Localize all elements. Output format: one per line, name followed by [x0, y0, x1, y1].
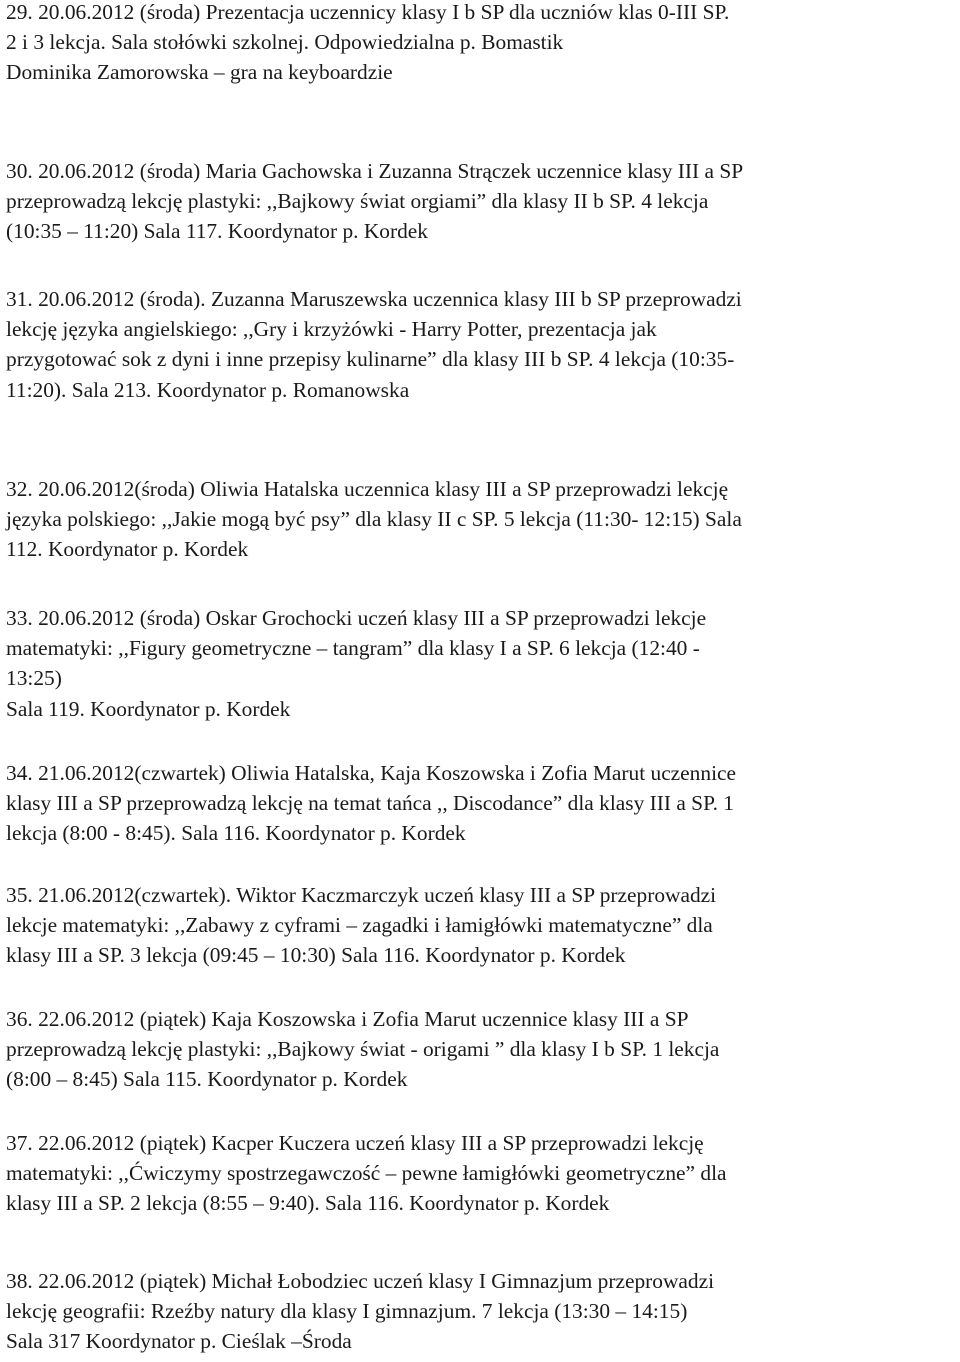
entry-38 [6, 1266, 714, 1357]
entry-line: 33. 20.06.2012 (środa) Oskar Grochocki uczeń klasy III a SP przeprowadzi lekcje [6, 606, 707, 630]
entry-line: 32. 20.06.2012(środa) Oliwia Hatalska uczennica klasy III a SP przeprowadzi lekcję [6, 477, 729, 501]
entry-line: 37. 22.06.2012 (piątek) Kacper Kuczera uczeń klasy III a SP przeprowadzi lekcję [6, 1131, 704, 1155]
entry-line: lekcja (8:00 - 8:45). Sala 116. Koordynator p. Kordek [6, 821, 466, 846]
entry-line: 35. 21.06.2012(czwartek). Wiktor Kaczmarczyk uczeń klasy III a SP przeprowadzi [6, 883, 717, 907]
entry-line: klasy III a SP. 3 lekcja (09:45 – 10:30) Sala 116. Koordynator p. Kordek [6, 943, 626, 968]
entry-line: Sala 119. Koordynator p. Kordek [6, 696, 291, 721]
entry-line: 11:20). Sala 213. Koordynator p. Romanowska [6, 377, 410, 402]
entry-32 [6, 474, 742, 565]
entry-line: 34. 21.06.2012(czwartek) Oliwia Hatalska, Kaja Koszowska i Zofia Marut uczennice [6, 761, 736, 785]
entry-36 [6, 1004, 719, 1095]
entry-line: matematyki: ,,Ćwiczymy spostrzegawczość – pewne łamigłówki geometryczne” dla [6, 1161, 727, 1186]
entry-line: 13:25) [6, 666, 62, 691]
entry-line: 36. 22.06.2012 (piątek) Kaja Koszowska i Zofia Marut uczennice klasy III a SP [6, 1007, 689, 1031]
entry-line: (8:00 – 8:45) Sala 115. Koordynator p. Kordek [6, 1067, 408, 1092]
entry-line: lekcję geografii: Rzeźby natury dla klasy I gimnazjum. 7 lekcja (13:30 – 14:15) [6, 1299, 688, 1324]
entry-line: 29. 20.06.2012 (środa) Prezentacja uczennicy klasy I b SP dla uczniów klas 0-III SP. [6, 0, 730, 24]
entry-line: 38. 22.06.2012 (piątek) Michał Łobodziec uczeń klasy I Gimnazjum przeprowadzi [6, 1269, 715, 1293]
entry-line: Dominika Zamorowska – gra na keyboardzie [6, 60, 393, 85]
entry-line: 31. 20.06.2012 (środa). Zuzanna Maruszewska uczennica klasy III b SP przeprowadzi [6, 287, 742, 311]
entry-30 [6, 156, 743, 247]
entry-line: 2 i 3 lekcja. Sala stołówki szkolnej. Odpowiedzialna p. Bomastik [6, 30, 564, 55]
entry-34 [6, 758, 736, 849]
entry-line: klasy III a SP. 2 lekcja (8:55 – 9:40). Sala 116. Koordynator p. Kordek [6, 1191, 610, 1216]
entry-line: matematyki: ,,Figury geometryczne – tangram” dla klasy I a SP. 6 lekcja (12:40 - [6, 636, 700, 661]
entry-37 [6, 1128, 727, 1219]
entry-line: 112. Koordynator p. Kordek [6, 537, 249, 562]
entry-line: 30. 20.06.2012 (środa) Maria Gachowska i Zuzanna Strączek uczennice klasy III a SP [6, 159, 744, 183]
entry-33 [6, 603, 706, 724]
entry-line: klasy III a SP przeprowadzą lekcję na temat tańca ,, Discodance” dla klasy III a SP. 1 [6, 791, 734, 816]
entry-29 [6, 0, 729, 88]
entry-line: Sala 317 Koordynator p. Cieślak –Środa [6, 1329, 352, 1354]
entry-line: lekcje matematyki: ,,Zabawy z cyframi – zagadki i łamigłówki matematyczne” dla [6, 913, 713, 938]
entry-line: języka polskiego: ,,Jakie mogą być psy” dla klasy II c SP. 5 lekcja (11:30- 12:15) Sala [6, 507, 742, 532]
entry-line: (10:35 – 11:20) Sala 117. Koordynator p. Kordek [6, 219, 428, 244]
entry-35 [6, 880, 716, 971]
entry-line: przeprowadzą lekcję plastyki: ,,Bajkowy świat - origami ” dla klasy I b SP. 1 lekcja [6, 1037, 720, 1062]
entry-line: przygotować sok z dyni i inne przepisy kulinarne” dla klasy III b SP. 4 lekcja (10:35- [6, 347, 735, 372]
entry-line: lekcję języka angielskiego: ,,Gry i krzyżówki - Harry Potter, prezentacja jak [6, 317, 657, 342]
entry-line: przeprowadzą lekcję plastyki: ,,Bajkowy świat orgiami” dla klasy II b SP. 4 lekcja [6, 189, 709, 214]
entry-31 [6, 284, 742, 405]
